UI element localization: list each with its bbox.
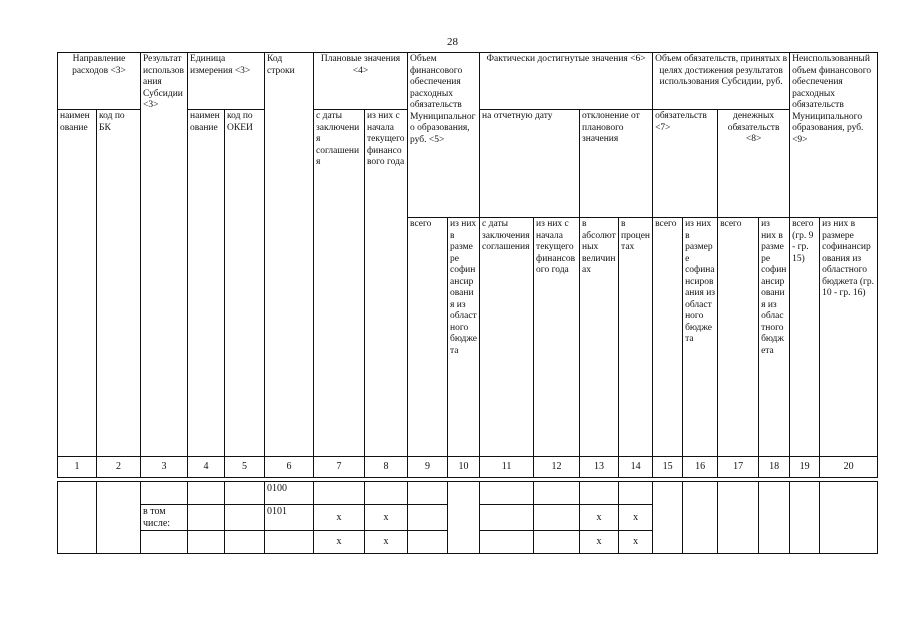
header-deviation-pct: в процентах — [619, 218, 653, 457]
header-planned-since-year: из них с начала текущего финансового года — [365, 110, 408, 457]
column-number: 5 — [225, 457, 265, 478]
cell-funding-total — [408, 531, 448, 554]
header-unused: Неиспользованный объем финансового обеспечения расходных обязательств Муниципального образования, руб. <9> — [790, 53, 878, 218]
header-unit: Единица измерения <3> — [188, 53, 265, 110]
cell-line-code: 0101 — [265, 505, 314, 531]
cell-unit-code — [225, 531, 265, 554]
cell-actual-agreement — [480, 531, 534, 554]
header-funding: Объем финансового обеспечения расходных обязательств Муниципального образования, руб. <5> — [408, 53, 480, 218]
column-number: 20 — [820, 457, 878, 478]
cell-mark: x — [314, 531, 365, 554]
cell-line-code — [265, 531, 314, 554]
column-number: 15 — [653, 457, 683, 478]
cell-line-code: 0100 — [265, 482, 314, 505]
column-number: 3 — [141, 457, 188, 478]
header-planned-since-agreement: с даты заключения соглашения — [314, 110, 365, 457]
column-number: 2 — [97, 457, 141, 478]
cell-mark: x — [580, 505, 619, 531]
page-number: 28 — [447, 36, 458, 48]
column-number: 14 — [619, 457, 653, 478]
cell-unit-name — [188, 531, 225, 554]
header-unused-total: всего (гр. 9 - гр. 15) — [790, 218, 820, 457]
header-direction-name: наименование — [58, 110, 97, 457]
header-obl-regional: из них в размере софинансирования из областного бюджета — [683, 218, 718, 457]
header-unit-code: код по ОКЕИ — [225, 110, 265, 457]
column-number: 4 — [188, 457, 225, 478]
cell-actual-year — [534, 482, 580, 505]
column-number: 8 — [365, 457, 408, 478]
column-number: 19 — [790, 457, 820, 478]
cell-direction-name — [58, 482, 97, 554]
cell-obl-total — [653, 482, 683, 554]
cell-actual-year — [534, 505, 580, 531]
column-number: 12 — [534, 457, 580, 478]
table-row — [58, 482, 878, 505]
header-result: Результат использования Субсидии <3> — [141, 53, 188, 457]
cell-result — [141, 531, 188, 554]
header-money-regional: из них в размере софинансирования из областного бюджета — [759, 218, 790, 457]
header-funding-regional: из них в размере софинансирования из областного бюджета — [448, 218, 480, 457]
header-direction-code: код по БК — [97, 110, 141, 457]
cell-unit-name — [188, 482, 225, 505]
cell-funding-total — [408, 505, 448, 531]
cell-actual-agreement — [480, 505, 534, 531]
column-number: 13 — [580, 457, 619, 478]
cell-unit-name — [188, 505, 225, 531]
cell-result — [141, 482, 188, 505]
cell-mark: x — [365, 531, 408, 554]
cell-mark: x — [314, 505, 365, 531]
cell-direction-code — [97, 482, 141, 554]
cell-unit-code — [225, 482, 265, 505]
header-obligations: Объем обязательств, принятых в целях достижения результатов использования Субсидии, руб. — [653, 53, 790, 110]
header-obligations-main: обязательств <7> — [653, 110, 718, 218]
cell-deviation-pct — [619, 482, 653, 505]
cell-mark: x — [580, 531, 619, 554]
cell-mark: x — [365, 505, 408, 531]
column-number: 18 — [759, 457, 790, 478]
cell-funding-regional — [448, 482, 480, 554]
cell-obl-regional — [683, 482, 718, 554]
cell-unit-code — [225, 505, 265, 531]
header-actual: Фактически достигнутые значения <6> — [480, 53, 653, 110]
cell-actual-agreement — [480, 482, 534, 505]
column-number: 10 — [448, 457, 480, 478]
column-number: 1 — [58, 457, 97, 478]
cell-mark: x — [619, 505, 653, 531]
header-actual-since-agreement: с даты заключения соглашения — [480, 218, 534, 457]
header-deviation: отклонение от планового значения — [580, 110, 653, 218]
header-obligations-money: денежных обязательств <8> — [718, 110, 790, 218]
column-number: 17 — [718, 457, 759, 478]
header-funding-total: всего — [408, 218, 448, 457]
cell-actual-year — [534, 531, 580, 554]
header-actual-since-year: из них с начала текущего финансового года — [534, 218, 580, 457]
header-unit-name: наименование — [188, 110, 225, 457]
column-number: 6 — [265, 457, 314, 478]
header-obl-total: всего — [653, 218, 683, 457]
header-deviation-abs: в абсолютных величинах — [580, 218, 619, 457]
header-direction: Направление расходов <3> — [58, 53, 141, 110]
header-unused-regional: из них в размере софинансирования из областного бюджета (гр. 10 - гр. 16) — [820, 218, 878, 457]
column-number: 16 — [683, 457, 718, 478]
header-actual-at-date: на отчетную дату — [480, 110, 580, 218]
column-numbers-row — [58, 457, 878, 478]
cell-unused-regional — [820, 482, 878, 554]
cell-funding-total — [408, 482, 448, 505]
column-number: 9 — [408, 457, 448, 478]
cell-money-regional — [759, 482, 790, 554]
header-line-code: Код строки — [265, 53, 314, 457]
column-number: 11 — [480, 457, 534, 478]
cell-result-label: в том числе: — [141, 505, 188, 531]
column-number: 7 — [314, 457, 365, 478]
cell-money-total — [718, 482, 759, 554]
cell-deviation-abs — [580, 482, 619, 505]
cell-planned-year — [365, 482, 408, 505]
header-money-total: всего — [718, 218, 759, 457]
cell-unused-total — [790, 482, 820, 554]
cell-planned-agreement — [314, 482, 365, 505]
report-table — [57, 52, 878, 554]
header-planned: Плановые значения <4> — [314, 53, 408, 110]
cell-mark: x — [619, 531, 653, 554]
